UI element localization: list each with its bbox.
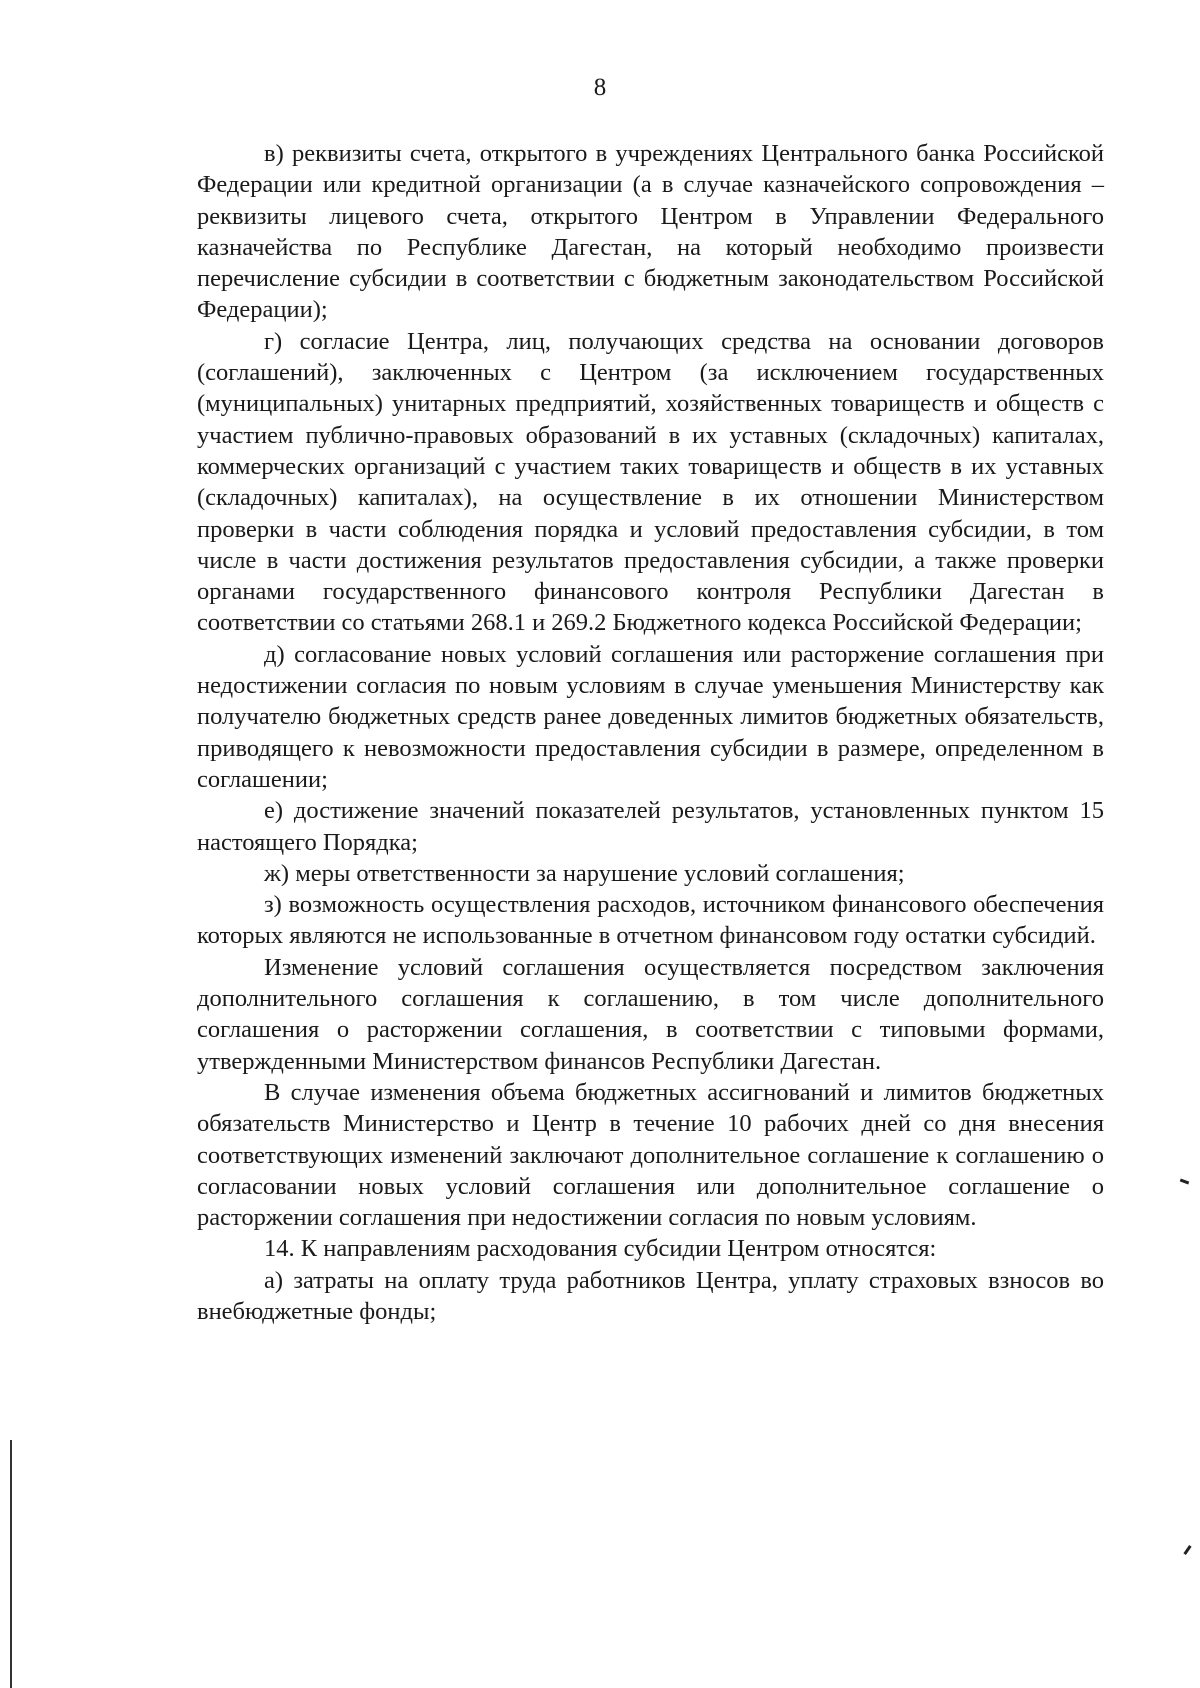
paragraph-d-new-terms: д) согласование новых условий соглашения или расторжение соглашения при недостижении согласия по новым условиям в случае уменьшения Министерству как получателю бюджетных средств ранее доведенных лимитов бюджетных обязательств, приводящего к невозможности предоставления субсидии в размере, определенном в соглашении;: [197, 640, 1104, 793]
scan-speck: [1180, 1179, 1189, 1185]
paragraph-14-spending-directions: 14. К направлениям расходования субсидии Центром относятся:: [264, 1235, 937, 1263]
scan-speck: [1183, 1545, 1191, 1555]
scan-edge-line: [10, 1440, 12, 1688]
paragraph-v-account-details: в) реквизиты счета, открытого в учреждениях Центрального банка Российской Федерации или кредитной организации (а в случае казначейского сопровождения – реквизиты лицевого счета, открытого Центром в Управлении Федерального казначейства по Республике Дагестан, на который необходимо произвести перечисление субсидии в соответствии с бюджетным законодательством Российской Федерации);: [197, 140, 1104, 324]
paragraph-amendment: Изменение условий соглашения осуществляется посредством заключения дополнительного соглашения к соглашению, в том числе дополнительного соглашения о расторжении соглашения, в соответствии с типовыми формами, утвержденными Министерством финансов Республики Дагестан.: [197, 953, 1104, 1075]
paragraph-a-labor-costs: а) затраты на оплату труда работников Центра, уплату страховых взносов во внебюджетные фонды;: [197, 1266, 1104, 1325]
paragraph-z-unused-balances: з) возможность осуществления расходов, источником финансового обеспечения которых являются не использованные в отчетном финансовом году остатки субсидий.: [197, 891, 1104, 950]
paragraph-zh-liability: ж) меры ответственности за нарушение условий соглашения;: [264, 859, 905, 887]
document-body: [197, 138, 1104, 1327]
paragraph-g-consent-to-audit: г) согласие Центра, лиц, получающих средства на основании договоров (соглашений), заключенных с Центром (за исключением государственных (муниципальных) унитарных предприятий, хозяйственных товариществ и обществ с участием публично-правовых образований в их уставных (складочных) капиталах, коммерческих организаций с участием таких товариществ и обществ в их уставных (складочных) капиталах), на осуществление в их отношении Министерством проверки в части соблюдения порядка и условий предоставления субсидии, в том числе в части достижения результатов предоставления субсидии, а также проверки органами государственного финансового контроля Республики Дагестан в соответствии со статьями 268.1 и 269.2 Бюджетного кодекса Российской Федерации;: [197, 327, 1104, 637]
paragraph-budget-change: В случае изменения объема бюджетных ассигнований и лимитов бюджетных обязательств Министерство и Центр в течение 10 рабочих дней со дня внесения соответствующих изменений заключают дополнительное соглашение к соглашению о согласовании новых условий соглашения или дополнительное соглашение о расторжении соглашения при недостижении согласия по новым условиям.: [197, 1078, 1104, 1232]
paragraph-e-result-indicators: е) достижение значений показателей результатов, установленных пунктом 15 настоящего Порядка;: [197, 797, 1104, 856]
page-number: 8: [593, 74, 607, 101]
